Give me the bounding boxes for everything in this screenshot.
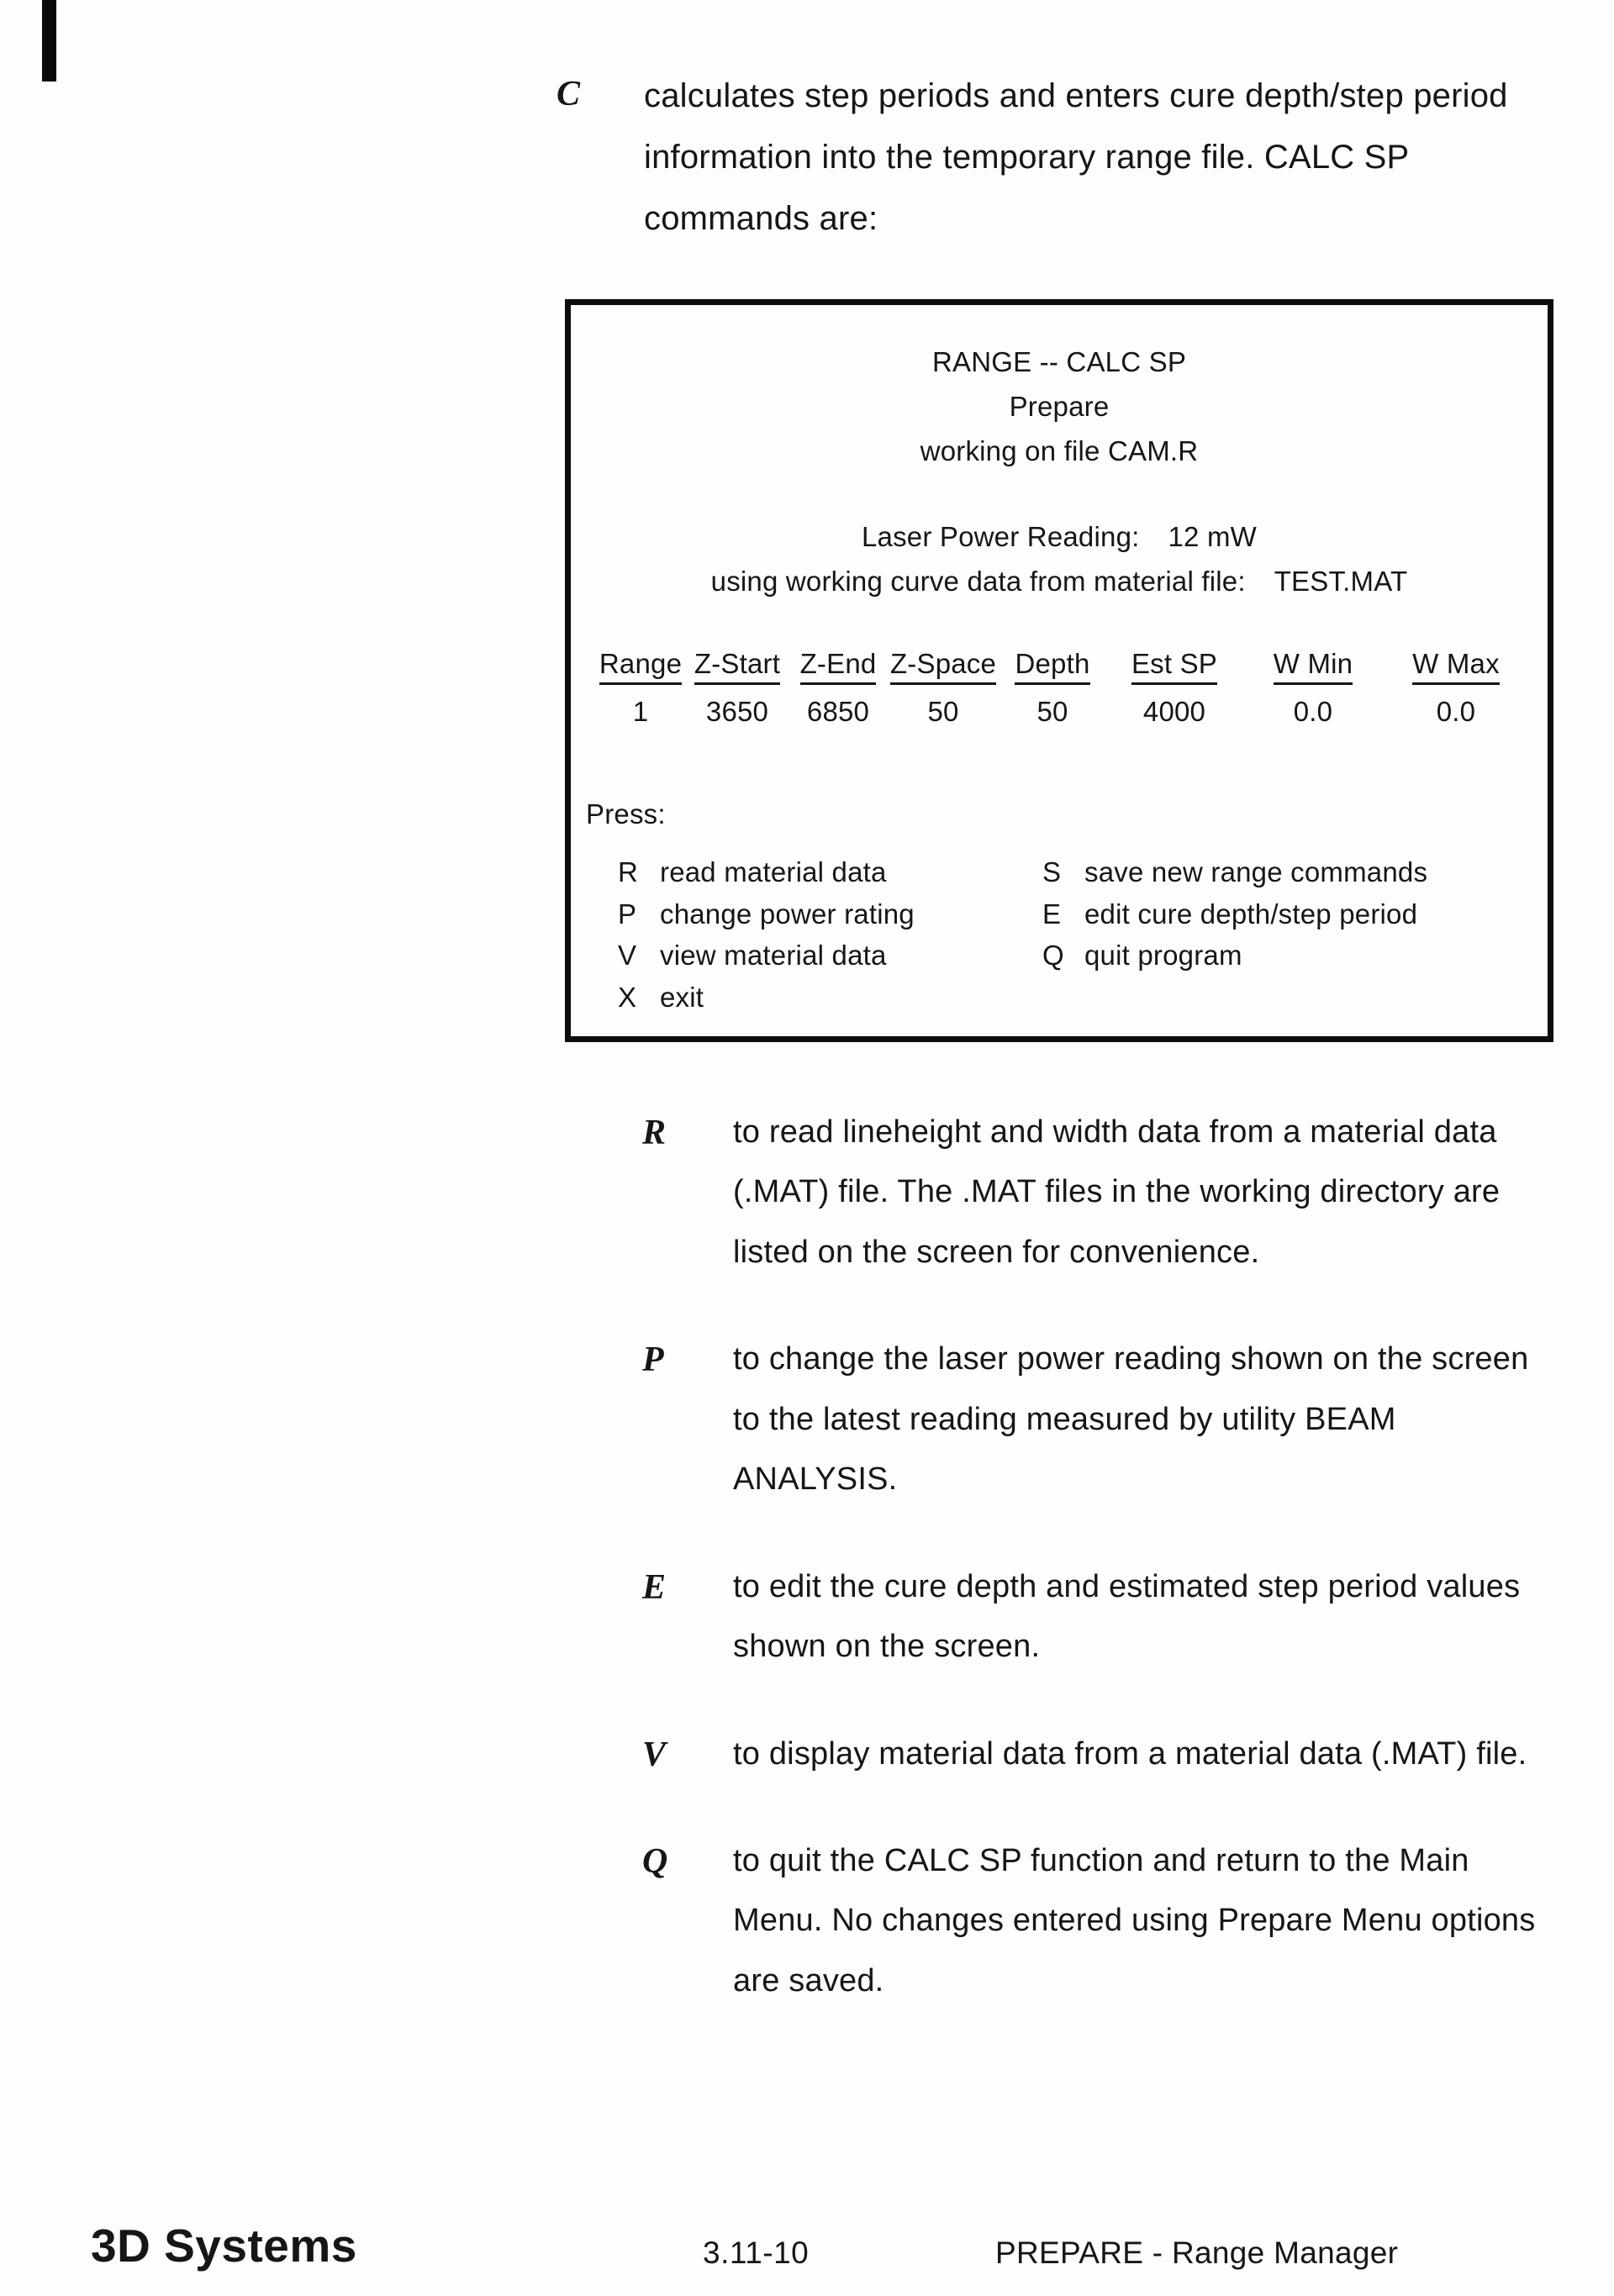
col-header-depth: Depth	[1015, 648, 1089, 685]
menu-item-change-power	[618, 898, 1042, 931]
cell-estsp: 4000	[1142, 695, 1206, 727]
definition-key: V	[642, 1735, 667, 1774]
intro-paragraph	[556, 66, 1548, 249]
definition-text: to change the laser power reading shown on the screen to the latest reading measured by utility BEAM ANALYSIS.	[733, 1341, 1529, 1498]
laser-power-label: Laser Power Reading:	[861, 521, 1140, 553]
scan-artifact	[42, 0, 56, 82]
cell-wmin: 0.0	[1293, 695, 1333, 727]
cell-zend: 6850	[806, 695, 870, 727]
menu-label: change power rating	[660, 898, 915, 929]
col-header-zend: Z-End	[800, 648, 877, 685]
definition-key: P	[642, 1340, 664, 1380]
definition-key: Q	[642, 1841, 668, 1881]
command-menu-left	[618, 856, 1042, 1022]
menu-key: V	[618, 940, 637, 972]
range-table	[571, 648, 1548, 728]
definition-text: to read lineheight and width data from a material data (.MAT) file. The .MAT files in the working directory are listed on the screen for convenience.	[733, 1114, 1501, 1270]
section-title: PREPARE - Range Manager	[995, 2235, 1399, 2270]
col-header-range: Range	[599, 648, 682, 685]
menu-label: exit	[660, 981, 704, 1013]
col-header-estsp: Est SP	[1131, 648, 1217, 685]
menu-item-edit-cure	[1042, 898, 1427, 931]
cell-depth: 50	[1036, 695, 1068, 727]
col-header-wmin: W Min	[1274, 648, 1353, 685]
definition-q	[642, 1831, 1550, 2011]
definition-key: R	[642, 1114, 667, 1152]
definition-e	[642, 1557, 1550, 1677]
material-file-value: TEST.MAT	[1274, 566, 1408, 598]
col-header-zstart: Z-Start	[694, 648, 780, 685]
laser-power-value: 12 mW	[1168, 521, 1258, 553]
range-table-col-estsp	[1107, 648, 1242, 728]
intro-letter: C	[556, 75, 581, 113]
menu-label: quit program	[1084, 940, 1242, 972]
range-table-col-depth	[998, 648, 1107, 728]
screen-title	[571, 340, 1548, 473]
col-header-zspace: Z-Space	[890, 648, 996, 685]
screen-info	[571, 515, 1548, 604]
laser-power-line	[571, 515, 1548, 560]
screen-title-line-3: working on file CAM.R	[920, 434, 1199, 466]
command-menu	[571, 856, 1548, 1022]
menu-label: save new range commands	[1084, 856, 1428, 887]
material-file-line	[571, 560, 1548, 604]
command-menu-right	[1042, 856, 1427, 1022]
press-label: Press:	[586, 798, 666, 829]
menu-item-view-material	[618, 939, 1042, 972]
menu-key: X	[618, 981, 637, 1013]
range-table-col-wmin	[1242, 648, 1385, 728]
definition-key: E	[642, 1567, 667, 1607]
definition-text: to edit the cure depth and estimated step period values shown on the screen.	[733, 1568, 1521, 1665]
material-file-label: using working curve data from material file:	[710, 566, 1246, 598]
range-table-col-zspace	[889, 648, 998, 728]
cell-zspace: 50	[927, 695, 959, 727]
range-table-col-wmax	[1385, 648, 1527, 728]
menu-label: read material data	[660, 856, 887, 887]
menu-key: R	[618, 856, 639, 887]
menu-item-exit	[618, 981, 1042, 1014]
range-table-col-zstart	[687, 648, 788, 728]
menu-label: edit cure depth/step period	[1084, 898, 1418, 929]
menu-item-save-range	[1042, 856, 1427, 889]
col-header-wmax: W Max	[1412, 648, 1500, 685]
range-table-col-range	[594, 648, 687, 728]
definition-text: to display material data from a material data (.MAT) file.	[733, 1735, 1527, 1772]
definition-p	[642, 1330, 1550, 1509]
menu-key: Q	[1042, 940, 1064, 972]
menu-item-read-material	[618, 856, 1042, 889]
menu-key: P	[618, 898, 637, 929]
cell-range: 1	[632, 695, 649, 727]
screen-title-line-1: RANGE -- CALC SP	[931, 346, 1187, 377]
terminal-screen	[565, 299, 1553, 1042]
range-table-col-zend	[788, 648, 889, 728]
intro-text: calculates step periods and enters cure depth/step period information into the temporary range file. CALC SP commands are:	[644, 77, 1508, 237]
brand-logo: 3D Systems	[91, 2220, 357, 2272]
cell-wmax: 0.0	[1436, 695, 1476, 727]
page-number: 3.11-10	[703, 2235, 810, 2270]
cell-zstart: 3650	[705, 695, 769, 727]
menu-label: view material data	[660, 940, 887, 972]
screen-title-line-2: Prepare	[1009, 390, 1110, 422]
definition-text: to quit the CALC SP function and return to the Main Menu. No changes entered using Prepare Menu options are saved.	[733, 1842, 1536, 1998]
menu-key: E	[1042, 898, 1062, 929]
command-definitions	[642, 1103, 1550, 2058]
menu-item-quit	[1042, 939, 1427, 972]
definition-v	[642, 1725, 1550, 1784]
menu-key: S	[1042, 856, 1062, 887]
definition-r	[642, 1103, 1550, 1282]
